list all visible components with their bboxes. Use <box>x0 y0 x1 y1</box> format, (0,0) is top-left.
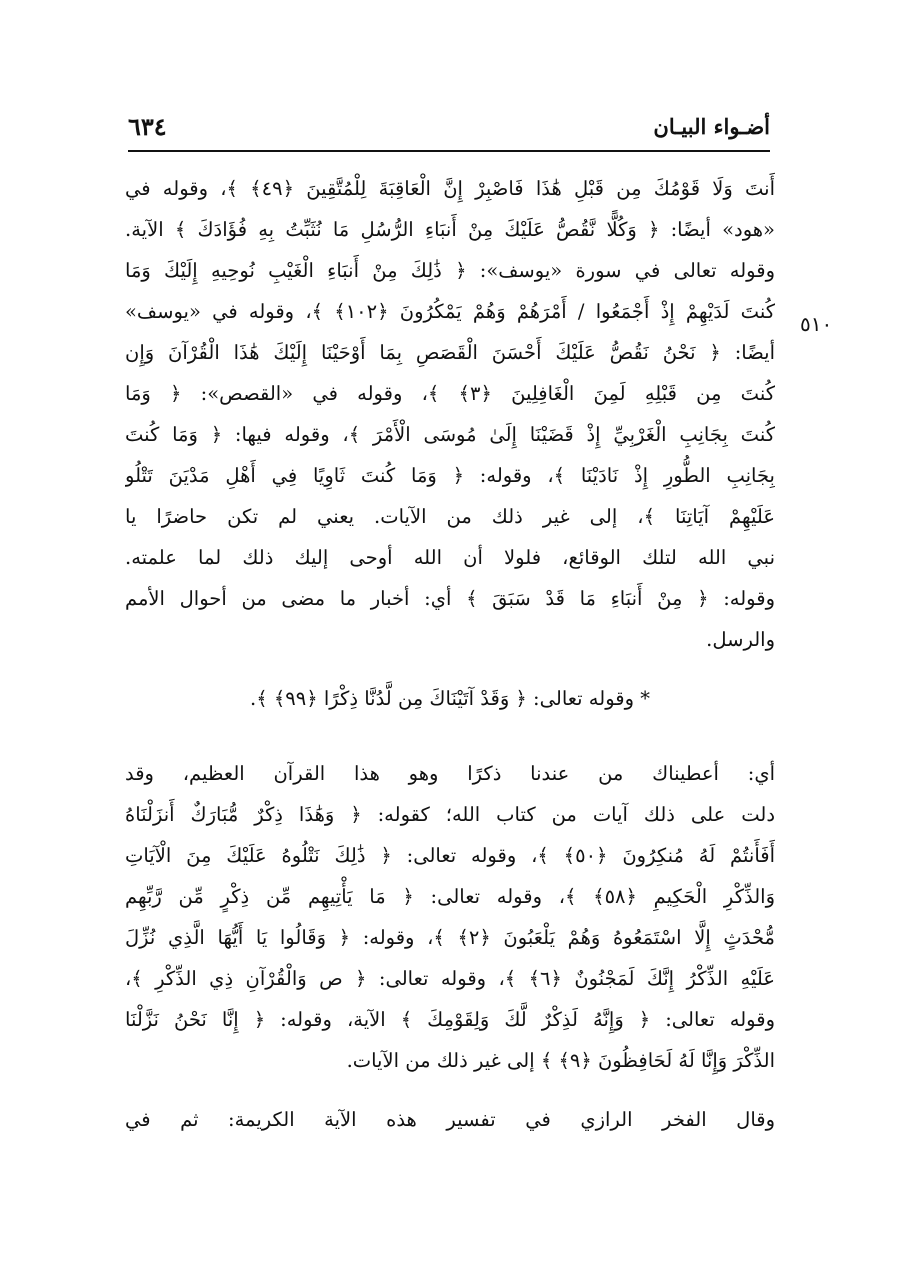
text-line: كُنتَ لَدَيْهِمْ إِذْ أَجْمَعُوا / أَمْرَهُمْ وَهُمْ يَمْكُرُونَ ﴿١٠٢﴾ ﴾، وقوله في «يوسف» <box>125 300 775 323</box>
text-line: عَلَيْهِ الذِّكْرُ إِنَّكَ لَمَجْنُونٌ ﴿٦﴾ ﴾، وقوله تعالى: ﴿ ص وَالْقُرْآنِ ذِي الذِّكْرِ ﴾، <box>125 967 775 990</box>
text-line: «هود» أيضًا: ﴿ وَكُلًّا نَّقُصُّ عَلَيْكَ مِنْ أَنبَاءِ الرُّسُلِ مَا نُثَبِّتُ بِهِ فُؤَادَكَ ﴾ الآية. <box>125 218 775 241</box>
text-line: وَالذِّكْرِ الْحَكِيمِ ﴿٥٨﴾ ﴾، وقوله تعالى: ﴿ مَا يَأْتِيهِم مِّن ذِكْرٍ مِّن رَّبِّهِم <box>125 885 775 908</box>
paragraph-1 <box>125 168 775 660</box>
text-line: كُنتَ مِن قَبْلِهِ لَمِنَ الْغَافِلِينَ ﴿٣﴾ ﴾، وقوله في «القصص»: ﴿ وَمَا <box>125 382 775 405</box>
page-number: ٦٣٤ <box>128 112 167 141</box>
header-divider <box>128 150 770 152</box>
text-line: والرسل. <box>706 628 775 651</box>
text-line: أَنتَ وَلَا قَوْمُكَ مِن قَبْلِ هَٰذَا فَاصْبِرْ إِنَّ الْعَاقِبَةَ لِلْمُتَّقِينَ ﴿٤٩﴾ ﴾، وقوله في <box>125 177 775 200</box>
text-line: مُّحْدَثٍ إِلَّا اسْتَمَعُوهُ وَهُمْ يَلْعَبُونَ ﴿٢﴾ ﴾، وقوله: ﴿ وَقَالُوا يَا أَيُّهَا الَّذِي نُزِّلَ <box>125 926 775 949</box>
text-line: وقال الفخر الرازي في تفسير هذه الآية الكريمة: ثم في <box>125 1108 775 1131</box>
page-header <box>128 112 770 146</box>
text-line: نبي الله لتلك الوقائع، فلولا أن الله أوحى إليك ذلك لما علمته. <box>125 546 775 569</box>
text-line: وقوله تعالى: ﴿ وَإِنَّهُ لَذِكْرٌ لَّكَ وَلِقَوْمِكَ ﴾ الآية، وقوله: ﴿ إِنَّا نَحْنُ نَزَّلْنَا <box>125 1008 775 1031</box>
verse-heading: * وقوله تعالى: ﴿ وَقَدْ آتَيْنَاكَ مِن لَّدُنَّا ذِكْرًا ﴿٩٩﴾ ﴾. <box>250 687 650 710</box>
text-line: أي: أعطيناك من عندنا ذكرًا وهو هذا القرآن العظيم، وقد <box>125 762 775 785</box>
text-line: بِجَانِبِ الطُّورِ إِذْ نَادَيْنَا ﴾، وقوله: ﴿ وَمَا كُنتَ ثَاوِيًا فِي أَهْلِ مَدْيَنَ تَتْلُو <box>125 464 775 487</box>
text-line: أيضًا: ﴿ نَحْنُ نَقُصُّ عَلَيْكَ أَحْسَنَ الْقَصَصِ بِمَا أَوْحَيْنَا إِلَيْكَ هَٰذَا الْقُرْآنَ وَإِن <box>125 341 775 364</box>
page-body <box>125 168 775 1140</box>
text-line: الذِّكْرَ وَإِنَّا لَهُ لَحَافِظُونَ ﴿٩﴾ ﴾ إلى غير ذلك من الآيات. <box>346 1049 775 1072</box>
margin-page-reference: ٥١٠ <box>800 312 833 336</box>
text-line: عَلَيْهِمْ آيَاتِنَا ﴾، إلى غير ذلك من الآيات. يعني لم تكن حاضرًا يا <box>125 505 775 528</box>
text-line: أَفَأَنتُمْ لَهُ مُنكِرُونَ ﴿٥٠﴾ ﴾، وقوله تعالى: ﴿ ذَٰلِكَ نَتْلُوهُ عَلَيْكَ مِنَ الْآيَاتِ <box>125 844 775 867</box>
text-line: كُنتَ بِجَانِبِ الْغَرْبِيِّ إِذْ قَضَيْنَا إِلَىٰ مُوسَى الْأَمْرَ ﴾، وقوله فيها: ﴿ وَمَا كُنتَ <box>125 423 775 446</box>
book-title: أضـواء البيـان <box>653 114 770 139</box>
text-line: وقوله تعالى في سورة «يوسف»: ﴿ ذَٰلِكَ مِنْ أَنبَاءِ الْغَيْبِ نُوحِيهِ إِلَيْكَ وَمَا <box>125 259 775 282</box>
paragraph-2 <box>125 753 775 1081</box>
text-line: دلت على ذلك آيات من كتاب الله؛ كقوله: ﴿ وَهَٰذَا ذِكْرٌ مُّبَارَكٌ أَنزَلْنَاهُ <box>125 803 775 826</box>
text-line: وقوله: ﴿ مِنْ أَنبَاءِ مَا قَدْ سَبَقَ ﴾ أي: أخبار ما مضى من أحوال الأمم <box>125 587 775 610</box>
paragraph-3 <box>125 1099 775 1140</box>
